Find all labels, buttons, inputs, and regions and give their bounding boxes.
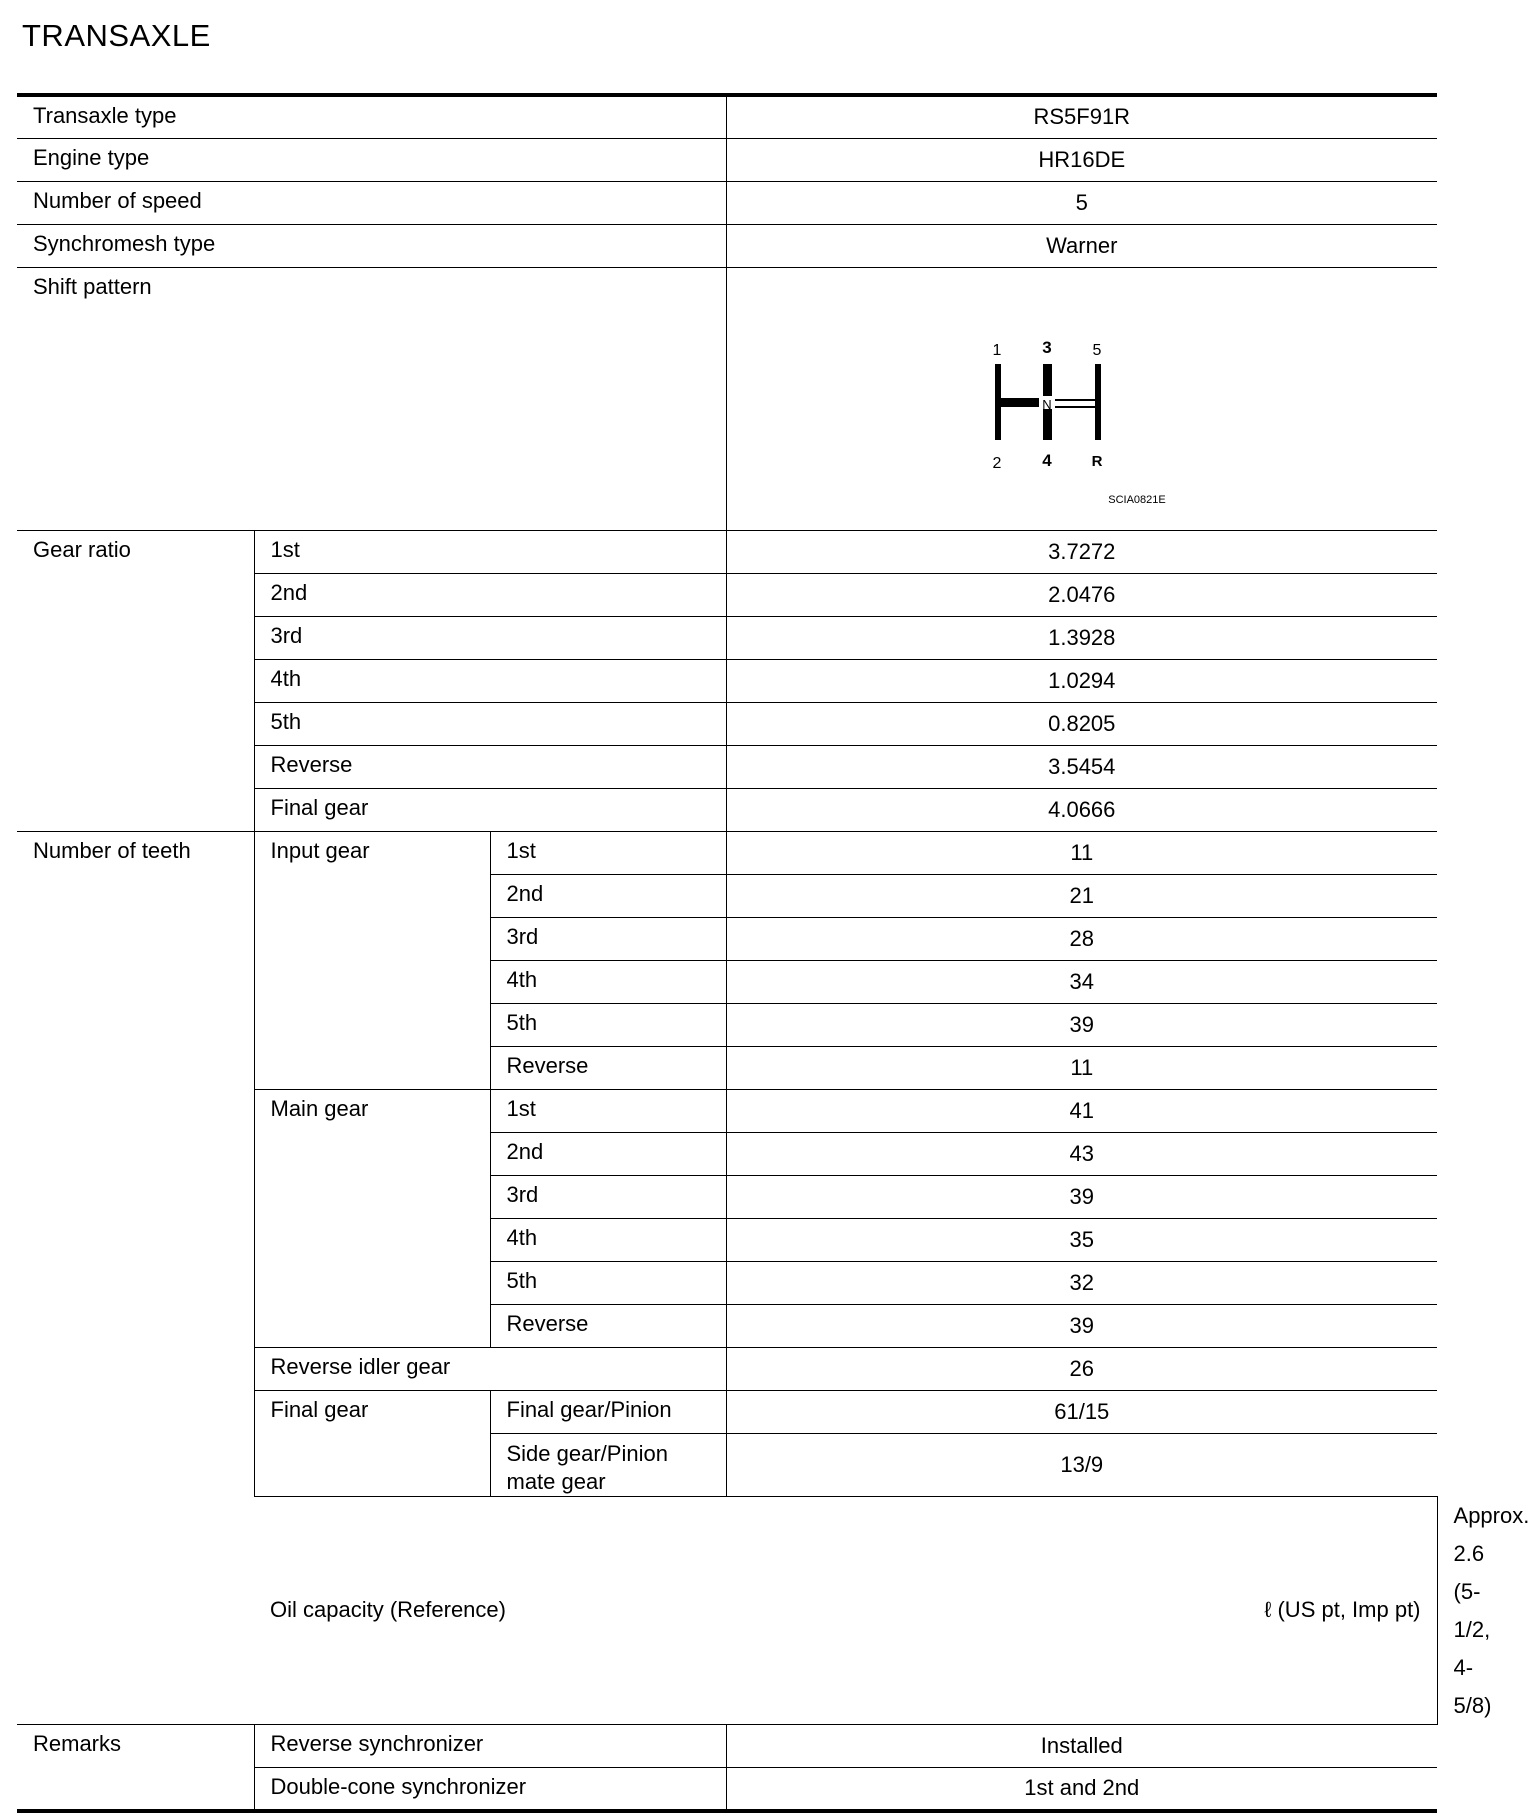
row-transaxle-type xyxy=(17,95,1437,138)
row-number-of-speed xyxy=(17,181,1437,224)
shift-pattern-diagram xyxy=(727,268,1438,530)
row-shift-pattern xyxy=(17,267,1437,530)
row-gear-ratio-1st xyxy=(17,530,1437,573)
gear-ratio-gear: 2nd xyxy=(254,573,726,616)
remarks-item-value: 1st and 2nd xyxy=(726,1768,1437,1811)
input-gear-value: 11 xyxy=(726,1046,1437,1089)
shift-pos-4: 4 xyxy=(1041,450,1052,470)
gear-ratio-gear: 4th xyxy=(254,659,726,702)
value-engine-type: HR16DE xyxy=(726,138,1437,181)
main-gear-gear: Reverse xyxy=(490,1304,726,1347)
row-remarks-reverse-synchronizer xyxy=(17,1725,1437,1768)
gate-bar-5-r xyxy=(1095,364,1101,440)
main-gear-gear: 4th xyxy=(490,1218,726,1261)
shift-pattern-icon xyxy=(727,268,1437,530)
value-synchromesh-type: Warner xyxy=(726,224,1437,267)
shift-pos-2: 2 xyxy=(992,454,1001,472)
transaxle-spec-table xyxy=(17,93,1529,1813)
label-shift-pattern: Shift pattern xyxy=(17,267,726,530)
final-gear-value: 61/15 xyxy=(726,1390,1437,1433)
gear-ratio-value: 0.8205 xyxy=(726,702,1437,745)
figure-code: SCIA0821E xyxy=(1107,493,1166,506)
gear-ratio-value: 1.0294 xyxy=(726,659,1437,702)
main-gear-value: 41 xyxy=(726,1089,1437,1132)
main-gear-value: 43 xyxy=(726,1132,1437,1175)
oil-capacity-label-text: Oil capacity (Reference) xyxy=(270,1597,506,1623)
input-gear-value: 34 xyxy=(726,960,1437,1003)
row-engine-type xyxy=(17,138,1437,181)
input-gear-gear: 2nd xyxy=(490,874,726,917)
main-gear-value: 39 xyxy=(726,1304,1437,1347)
main-gear-value: 39 xyxy=(726,1175,1437,1218)
gate-link-right-bottom xyxy=(1052,406,1095,408)
main-gear-value: 35 xyxy=(726,1218,1437,1261)
shift-pos-1: 1 xyxy=(992,341,1001,359)
gear-ratio-value: 3.5454 xyxy=(726,745,1437,788)
label-oil-capacity xyxy=(254,1496,1437,1725)
label-input-gear: Input gear xyxy=(254,831,490,1089)
input-gear-value: 21 xyxy=(726,874,1437,917)
gate-link-right-top xyxy=(1052,399,1095,401)
row-synchromesh-type xyxy=(17,224,1437,267)
shift-pos-r: R xyxy=(1091,452,1102,470)
gear-ratio-gear: Final gear xyxy=(254,788,726,831)
gear-ratio-gear: 3rd xyxy=(254,616,726,659)
main-gear-gear: 3rd xyxy=(490,1175,726,1218)
final-gear-gear xyxy=(490,1433,726,1496)
input-gear-gear: Reverse xyxy=(490,1046,726,1089)
gear-ratio-value: 1.3928 xyxy=(726,616,1437,659)
label-number-of-speed: Number of speed xyxy=(17,181,726,224)
main-gear-gear: 1st xyxy=(490,1089,726,1132)
gear-ratio-value: 3.7272 xyxy=(726,530,1437,573)
gear-ratio-gear: Reverse xyxy=(254,745,726,788)
row-oil-capacity: Oil capacity (Reference) ℓ (US pt, Imp pt) Approx. 2.6 (5-1/2, 4-5/8) xyxy=(17,1496,1437,1725)
main-gear-value: 32 xyxy=(726,1261,1437,1304)
input-gear-value: 11 xyxy=(726,831,1437,874)
gear-ratio-gear: 5th xyxy=(254,702,726,745)
label-main-gear: Main gear xyxy=(254,1089,490,1347)
label-number-of-teeth: Number of teeth xyxy=(17,831,254,1725)
label-engine-type: Engine type xyxy=(17,138,726,181)
shift-pos-3: 3 xyxy=(1041,337,1052,357)
label-reverse-idler-gear: Reverse idler gear xyxy=(254,1347,726,1390)
label-transaxle-type: Transaxle type xyxy=(33,103,177,128)
row-input-gear-1st xyxy=(17,831,1437,874)
shift-pattern-cell xyxy=(726,267,1437,530)
final-gear-gear-text: Side gear/Pinion mate gear xyxy=(506,1440,668,1494)
input-gear-gear: 5th xyxy=(490,1003,726,1046)
value-transaxle-type: RS5F91R xyxy=(726,95,1437,138)
page-title: TRANSAXLE xyxy=(22,18,211,53)
input-gear-gear: 1st xyxy=(490,831,726,874)
main-gear-gear: 5th xyxy=(490,1261,726,1304)
gear-ratio-value: 2.0476 xyxy=(726,573,1437,616)
shift-pos-neutral: N xyxy=(1041,396,1052,412)
label-gear-ratio: Gear ratio xyxy=(17,530,254,831)
input-gear-gear: 3rd xyxy=(490,917,726,960)
label-synchromesh-type: Synchromesh type xyxy=(17,224,726,267)
gear-ratio-gear: 1st xyxy=(254,530,726,573)
value-number-of-speed: 5 xyxy=(726,181,1437,224)
final-gear-gear: Final gear/Pinion xyxy=(490,1390,726,1433)
remarks-item-name: Reverse synchronizer xyxy=(254,1725,726,1768)
input-gear-gear: 4th xyxy=(490,960,726,1003)
gear-ratio-value: 4.0666 xyxy=(726,788,1437,831)
input-gear-value: 39 xyxy=(726,1003,1437,1046)
remarks-item-value: Installed xyxy=(726,1725,1437,1768)
remarks-item-name: Double-cone synchronizer xyxy=(254,1768,726,1811)
input-gear-value: 28 xyxy=(726,917,1437,960)
label-final-gear: Final gear xyxy=(254,1390,490,1496)
final-gear-value: 13/9 xyxy=(726,1433,1437,1496)
label-remarks: Remarks xyxy=(17,1725,254,1811)
value-reverse-idler-gear: 26 xyxy=(726,1347,1437,1390)
main-gear-gear: 2nd xyxy=(490,1132,726,1175)
shift-pos-5: 5 xyxy=(1092,341,1101,359)
oil-capacity-unit: ℓ (US pt, Imp pt) xyxy=(1264,1597,1421,1623)
